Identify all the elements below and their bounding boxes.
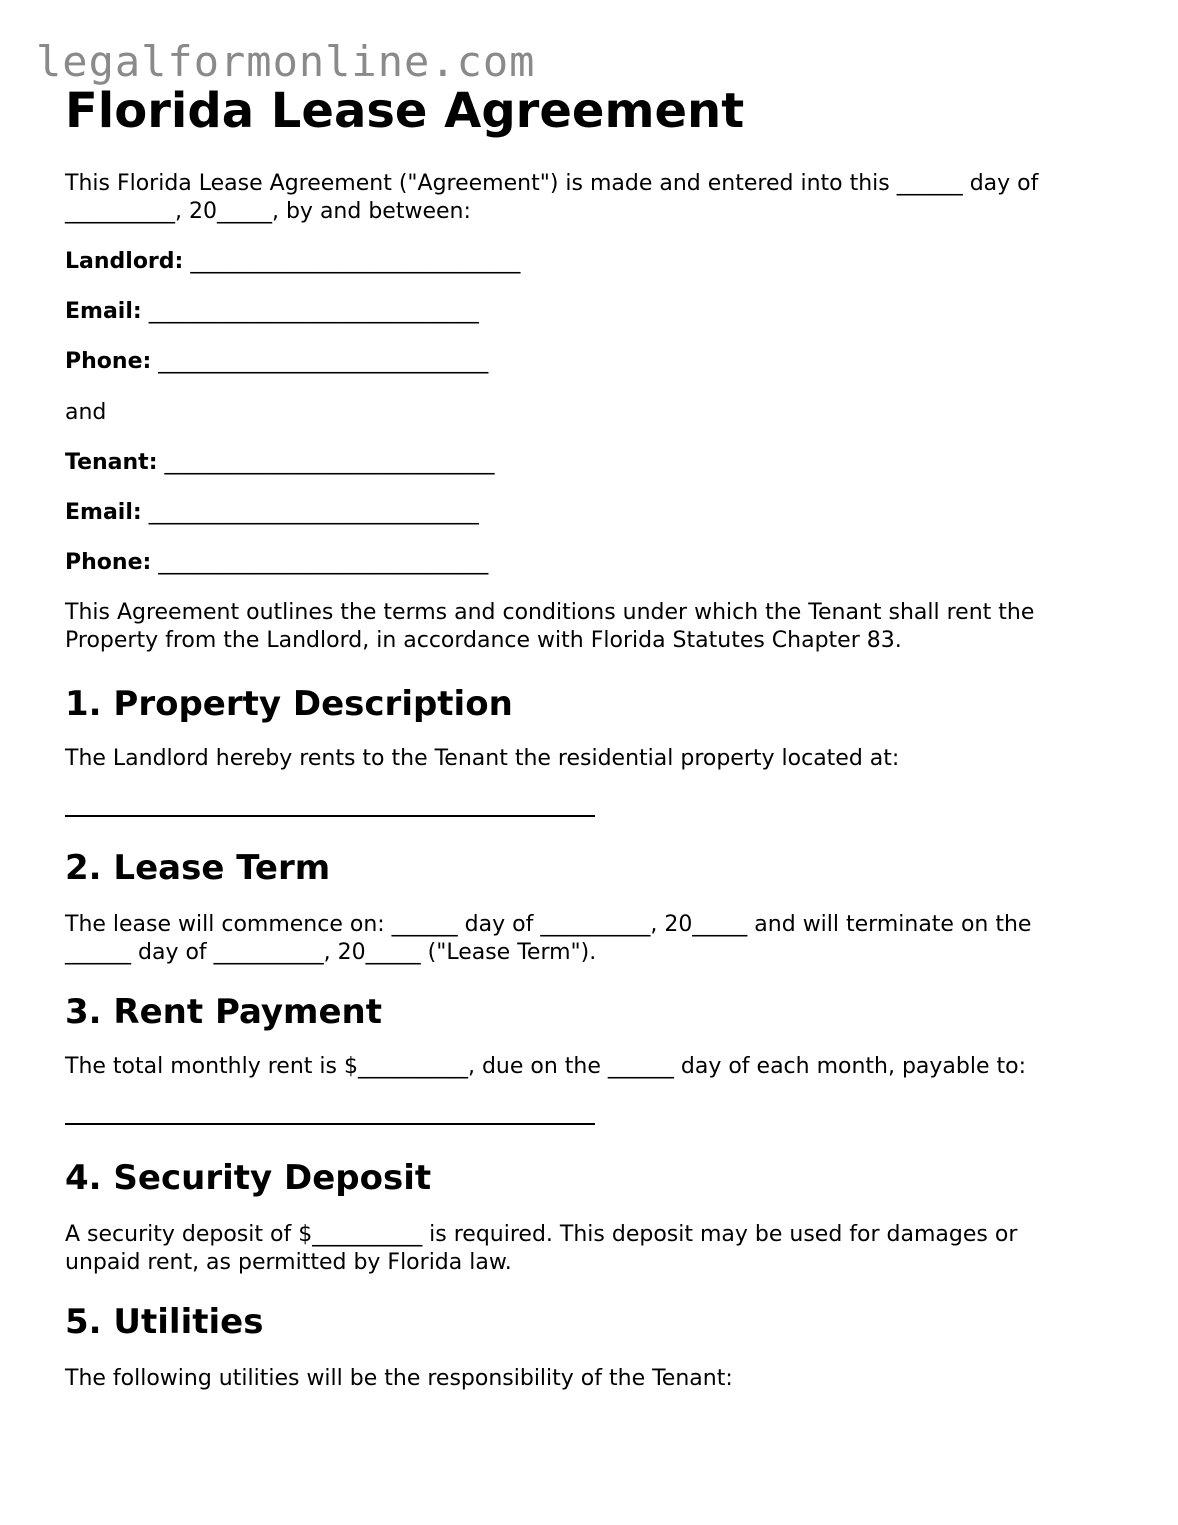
- landlord-name-blank: ______________________________: [190, 249, 521, 274]
- tenant-email-blank: ______________________________: [148, 500, 479, 525]
- lease-term-line-1: The lease will commence on: ______ day of __________, 20_____ and will terminate on the: [65, 912, 1032, 937]
- outline-paragraph: [65, 599, 1125, 655]
- document-page: [65, 82, 1125, 1393]
- section-text-rent-payment: The total monthly rent is $__________, due on the ______ day of each month, payable to:: [65, 1054, 1027, 1079]
- outline-line-1: This Agreement outlines the terms and conditions under which the Tenant shall rent the: [65, 600, 1035, 625]
- tenant-email-label: Email:: [65, 500, 142, 525]
- intro-line-2: __________, 20_____, by and between:: [65, 199, 471, 224]
- section-heading-property-description: 1. Property Description: [65, 684, 513, 724]
- section-text-property-description: The Landlord hereby rents to the Tenant the residential property located at:: [65, 746, 900, 771]
- tenant-name-label: Tenant:: [65, 450, 158, 475]
- tenant-phone-field: [65, 549, 1125, 577]
- document-title: Florida Lease Agreement: [65, 83, 745, 139]
- tenant-name-blank: ______________________________: [164, 450, 495, 475]
- section-text-utilities: The following utilities will be the responsibility of the Tenant:: [65, 1366, 733, 1391]
- tenant-phone-blank: ______________________________: [158, 550, 489, 575]
- section-text-security-deposit: [65, 1221, 1125, 1277]
- landlord-email-field: [65, 298, 1125, 326]
- landlord-phone-blank: ______________________________: [158, 349, 489, 374]
- outline-line-2: Property from the Landlord, in accordance with Florida Statutes Chapter 83.: [65, 628, 902, 653]
- landlord-phone-field: [65, 348, 1125, 376]
- tenant-email-field: [65, 499, 1125, 527]
- rent-payee-blank-line: [65, 1123, 595, 1125]
- landlord-name-field: [65, 248, 1125, 276]
- intro-paragraph: [65, 170, 1125, 226]
- section-heading-security-deposit: 4. Security Deposit: [65, 1158, 432, 1198]
- section-text-lease-term: [65, 911, 1125, 967]
- landlord-email-label: Email:: [65, 299, 142, 324]
- landlord-phone-label: Phone:: [65, 349, 152, 374]
- section-heading-utilities: 5. Utilities: [65, 1302, 264, 1342]
- and-text: and: [65, 400, 107, 425]
- tenant-phone-label: Phone:: [65, 550, 152, 575]
- property-address-blank-line: [65, 815, 595, 817]
- section-heading-rent-payment: 3. Rent Payment: [65, 992, 382, 1032]
- security-deposit-line-1: A security deposit of $__________ is required. This deposit may be used for damages or: [65, 1222, 1018, 1247]
- lease-term-line-2: ______ day of __________, 20_____ ("Lease Term").: [65, 940, 597, 965]
- intro-line-1: This Florida Lease Agreement ("Agreement") is made and entered into this ______ day of: [65, 171, 1039, 196]
- watermark: legalformonline.com: [36, 37, 536, 86]
- section-heading-lease-term: 2. Lease Term: [65, 848, 331, 888]
- security-deposit-line-2: unpaid rent, as permitted by Florida law.: [65, 1250, 512, 1275]
- tenant-name-field: [65, 449, 1125, 477]
- landlord-email-blank: ______________________________: [148, 299, 479, 324]
- landlord-name-label: Landlord:: [65, 249, 184, 274]
